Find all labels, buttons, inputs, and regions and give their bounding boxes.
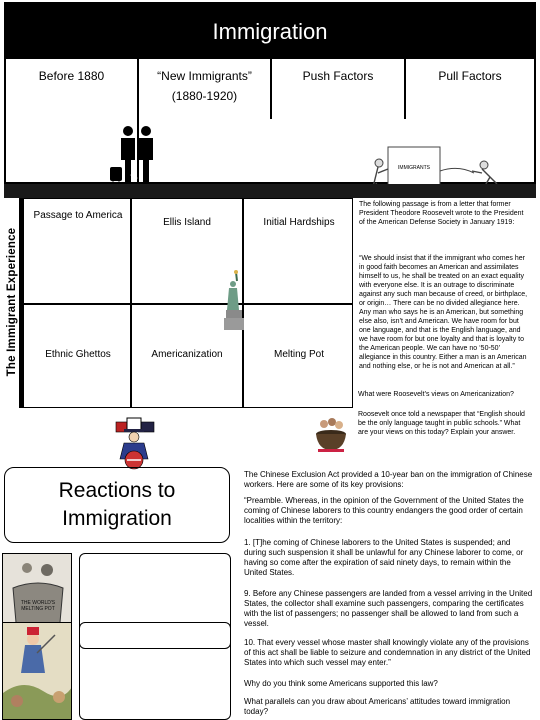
- immigrants-sign-text: IMMIGRANTS: [398, 165, 430, 171]
- roosevelt-intro: The following passage is from a letter that former President Theodore Roosevelt wrote to the President of the American Defense Society in January 1919:: [359, 201, 524, 226]
- immigrant-experience-grid: [23, 198, 353, 408]
- divider-bar: [4, 184, 536, 198]
- column-header-new-immigrants: [139, 66, 270, 106]
- cell-americanization: Americanization: [151, 349, 223, 360]
- column-header-before-1880: [6, 66, 137, 86]
- exclusion-question-1: Why do you think some Americans supported this law?: [244, 679, 438, 688]
- cell-ellis-island: Ellis Island: [163, 217, 211, 228]
- cell-ethnic-ghettos: Ethnic Ghettos: [45, 349, 111, 360]
- exclusion-provision-1: 1. [T]he coming of Chinese laborers to the United States is suspended; and during such suspension it shall be unlawful for any Chinese laborer to come, or having so come after the expiration of said ninety days, to remain within the United States.: [244, 538, 524, 577]
- melting-pot-cartoon-icon: [312, 414, 350, 454]
- cell-passage-to-america: Passage to America: [33, 210, 123, 221]
- exclusion-provision-9: 9. Before any Chinese passengers are landed from a vessel arriving in the United States, the collector shall examine such passengers, comparing the certificates with the list of passengers; no passenger shall be allowed to land from such a vessel.: [244, 589, 533, 628]
- uncle-sam-cartoon-icon: [112, 416, 158, 472]
- reactions-title: Reactions to Immigration: [4, 467, 230, 543]
- grid-divider: [24, 303, 352, 305]
- roosevelt-question-1: What were Roosevelt’s views on Americanization?: [358, 391, 514, 398]
- immigrant-family-icon: [108, 125, 164, 185]
- page-title: Immigration: [4, 2, 536, 59]
- column-header-text: Before 1880: [38, 69, 105, 83]
- immigrant-experience-label: The Immigrant Experience: [6, 227, 18, 377]
- uncle-sam-immigrants-caricature-icon: [3, 623, 72, 720]
- cartoon-uncle-sam-immigrants: [2, 622, 72, 720]
- exclusion-preamble: “Preamble. Whereas, in the opinion of the Government of the United States the coming of Chinese laborers to this country endangers the good order of certain localities within the territory:: [244, 496, 524, 525]
- roosevelt-quote: “We should insist that if the immigrant who comes her in good faith becomes an American and assimilates himself to us, he shall be treated on an exact equality with everyone else. It is an outrage to discriminate against any such man because of creed, or birthplace, or origin… There can be no divided allegiance here. Any man who says he is an American, but something else also, isn’t and American. We have room for but one language, and that is the English language, and we have room for but one loyalty and that is loyalty to the American people. We can have no ‘50-50’ allegiance in this country. Either a man is an American and nothing else, or he is not and American at all.”: [359, 255, 528, 370]
- column-header-pull-factors: [406, 66, 534, 86]
- column-header-push-factors: [272, 66, 404, 86]
- reaction-answer-box[interactable]: [79, 622, 231, 720]
- column-header-text: Pull Factors: [438, 69, 502, 83]
- cell-melting-pot: Melting Pot: [273, 349, 325, 360]
- exclusion-intro: The Chinese Exclusion Act provided a 10-year ban on the immigration of Chinese workers. Here are some of its key provisions:: [244, 470, 533, 489]
- column-header-subtext: (1880-1920): [171, 89, 238, 103]
- exclusion-question-2: What parallels can you draw about Americans’ attitudes toward immigration today?: [244, 697, 511, 716]
- cell-initial-hardships: Initial Hardships: [263, 217, 335, 228]
- statue-of-liberty-icon: [222, 270, 246, 332]
- exclusion-provision-10: 10. That every vessel whose master shall knowingly violate any of the provisions of this act shall be liable to seizure and condemnation in any district of the United States into which such vessel may enter.”: [244, 638, 531, 667]
- column-header-text: Push Factors: [302, 69, 374, 83]
- cartoon-caption: THE WORLD'S MELTING POT: [20, 600, 56, 612]
- factors-grid: [4, 59, 536, 184]
- column-header-text: “New Immigrants”: [157, 69, 252, 83]
- roosevelt-question-2: Roosevelt once told a newspaper that “English should be the only language taught in public schools.” What are your views on this today? Explain your answer.: [358, 411, 525, 436]
